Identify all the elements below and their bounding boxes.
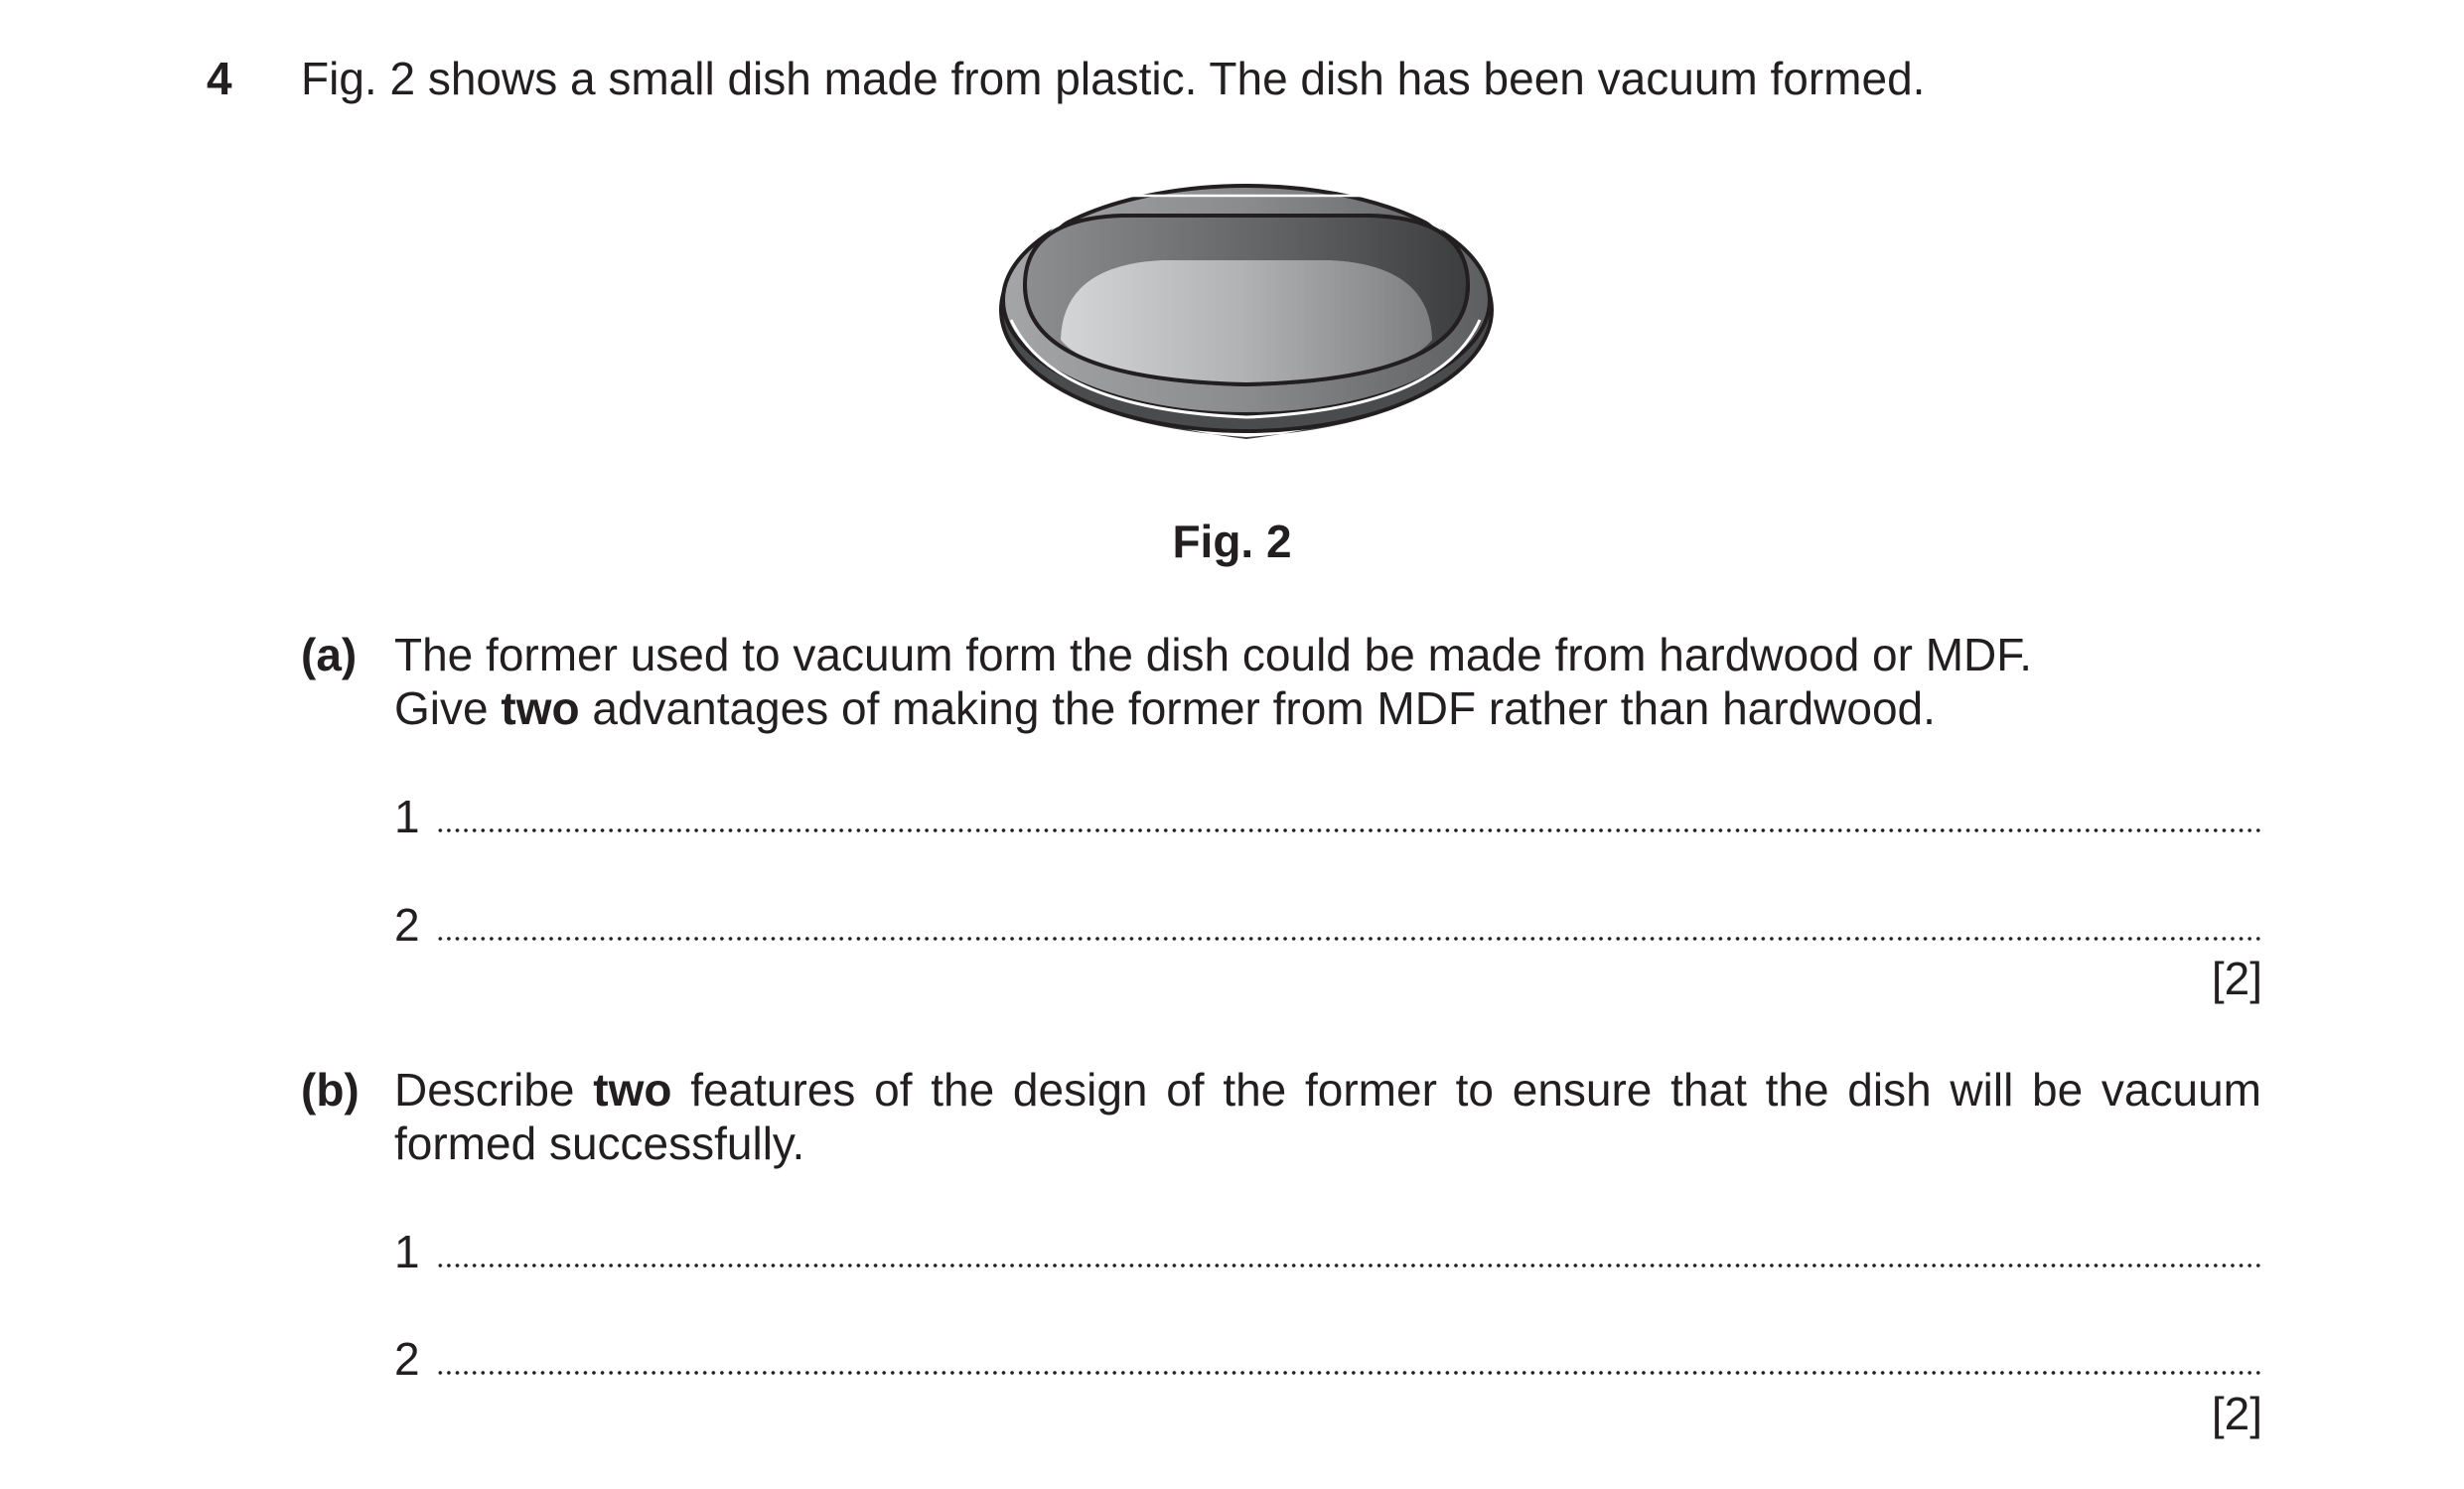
part-a-line2-before: Give <box>394 682 502 734</box>
part-b-text-bold: two <box>593 1064 672 1116</box>
figure-caption: Fig. 2 <box>1172 516 1292 567</box>
part-b-marks: [2] <box>2211 1388 2262 1439</box>
answer-line[interactable] <box>436 937 2261 941</box>
part-a-label: (a) <box>301 629 358 680</box>
part-b-label: (b) <box>301 1064 360 1116</box>
dish-illustration <box>983 161 1510 454</box>
part-b-text <box>394 1063 2261 1170</box>
part-a-answer-1[interactable] <box>394 790 2261 844</box>
answer-line[interactable] <box>436 828 2261 832</box>
part-a-answer-2[interactable] <box>394 898 2261 953</box>
answer-number: 2 <box>394 1333 420 1385</box>
part-b-text-before: Describe <box>394 1064 594 1116</box>
part-a-line2 <box>394 681 2261 736</box>
part-b-answer-1[interactable] <box>394 1225 2261 1279</box>
question-intro: Fig. 2 shows a small dish made from plastic. The dish has been vacuum formed. <box>301 53 1926 104</box>
part-a-line2-bold: two <box>501 682 580 734</box>
answer-number: 1 <box>394 791 420 842</box>
question-number: 4 <box>207 53 232 104</box>
part-b-text-after: features of the design of the former to ensure that the dish will be vacuum formed successfully. <box>394 1064 2261 1169</box>
part-a-line1: The former used to vacuum form the dish could be made from hardwood or MDF. <box>394 629 2033 680</box>
part-a-marks: [2] <box>2211 953 2262 1004</box>
answer-line[interactable] <box>436 1264 2261 1267</box>
part-b-answer-2[interactable] <box>394 1332 2261 1387</box>
answer-number: 1 <box>394 1226 420 1277</box>
answer-number: 2 <box>394 899 420 951</box>
answer-line[interactable] <box>436 1371 2261 1375</box>
part-a-line2-after: advantages of making the former from MDF rather than hardwood. <box>579 682 1936 734</box>
